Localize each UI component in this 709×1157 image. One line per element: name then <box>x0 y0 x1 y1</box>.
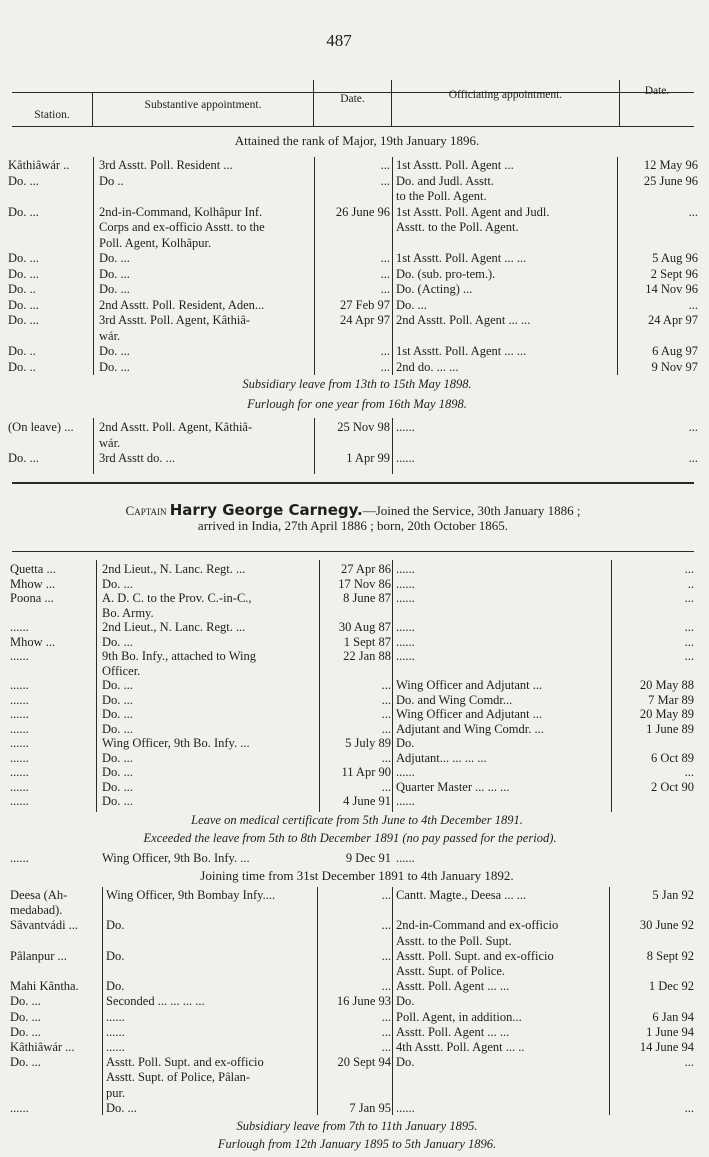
substantive-cell: 9th Bo. Infy., attached to Wing <box>102 649 256 663</box>
substantive-cell: Do .. <box>99 173 124 188</box>
section2-end-note-2: Furlough from 12th January 1895 to 5th January 1896. <box>217 1137 497 1151</box>
col-line-11 <box>611 560 612 812</box>
substantive-cell: Bo. Army. <box>102 605 154 620</box>
station-cell: Mahi Kântha. <box>10 979 79 994</box>
date-cell: ... <box>380 282 390 296</box>
date-cell: 26 June 96 <box>335 204 390 219</box>
substantive-cell: Wing Officer, 9th Bo. Infy. ... <box>102 736 250 750</box>
date-2-cell: ... <box>684 765 694 779</box>
station-cell: ...... <box>10 750 29 765</box>
station-cell: Deesa (Ah- <box>10 888 68 902</box>
officiating-cell: Do. <box>396 1055 415 1070</box>
date-cell: 22 Jan 88 <box>343 649 391 663</box>
officiating-cell: Asstt. Poll. Agent ... ... <box>396 1024 510 1039</box>
substantive-cell: ...... <box>106 1024 125 1039</box>
date-2-cell: ... <box>684 649 694 663</box>
officiating-cell: Do. ... <box>396 297 427 312</box>
date-2-cell: 2 Sept 96 <box>650 266 698 281</box>
station-cell: ...... <box>10 851 29 865</box>
date-2-cell: 2 Oct 90 <box>650 779 694 794</box>
date-cell: 27 Apr 86 <box>341 562 391 576</box>
date-2-cell: ... <box>684 620 694 634</box>
substantive-cell: Do. ... <box>102 678 133 692</box>
substantive-cell: Do. ... <box>102 765 133 779</box>
substantive-cell: Do. ... <box>99 251 130 265</box>
officiating-cell: 4th Asstt. Poll. Agent ... .. <box>396 1040 525 1054</box>
date-2-cell: ... <box>688 451 698 465</box>
station-cell: ...... <box>10 707 29 721</box>
date-2-cell: 9 Nov 97 <box>651 359 698 374</box>
substantive-cell: Do. <box>106 948 125 963</box>
station-cell: Do. ... <box>10 994 41 1009</box>
substantive-cell: 2nd-in-Command, Kolhâpur Inf. <box>99 204 263 219</box>
section2-note-1: Leave on medical certificate from 5th June to 4th December 1891. <box>191 813 523 827</box>
joining-note: Joining time from 31st December 1891 to 4th January 1892. <box>200 868 514 883</box>
date-cell: ... <box>381 692 391 707</box>
date-2-cell: 1 June 94 <box>646 1024 694 1039</box>
date-2-cell: 6 Oct 89 <box>650 750 694 765</box>
col-line-3 <box>392 157 393 375</box>
substantive-cell: A. D. C. to the Prov. C.-in-C., <box>102 591 252 605</box>
officiating-cell: 2nd Asstt. Poll. Agent ... ... <box>396 313 531 327</box>
station-cell: ...... <box>10 678 29 692</box>
col-line-9 <box>319 560 320 812</box>
date-2-cell: 1 Dec 92 <box>648 979 694 994</box>
station-cell: Do. ... <box>8 451 39 465</box>
station-cell: Sâvantvádi ... <box>10 918 79 933</box>
substantive-cell: Do. ... <box>102 692 133 707</box>
station-cell: Pâlanpur ... <box>10 948 67 963</box>
station-cell: Do. ... <box>8 313 39 327</box>
date-2-cell: ... <box>684 634 694 649</box>
officiating-cell: ...... <box>396 765 415 779</box>
officiating-cell: 2nd do. ... ... <box>396 359 459 374</box>
station-cell: Do. .. <box>8 344 36 358</box>
col-line-6 <box>314 418 315 474</box>
officiating-cell: Adjutant... ... ... ... <box>396 750 487 765</box>
station-cell: Do. ... <box>10 1024 41 1039</box>
date-cell: ... <box>381 1024 391 1039</box>
col-line-5 <box>93 418 94 474</box>
substantive-cell: wár. <box>99 435 121 450</box>
date-2-cell: 25 June 96 <box>643 173 698 188</box>
date-cell: ... <box>380 266 390 281</box>
date-cell: ... <box>381 888 391 902</box>
officer-line-2: arrived in India, 27th April 1886 ; born, 20th October 1865. <box>197 518 509 533</box>
substantive-cell: Do. ... <box>102 721 133 736</box>
officiating-cell: Asstt. Poll. Supt. and ex-officio <box>396 948 554 963</box>
substantive-cell: 3rd Asstt. Poll. Agent, Kâthiâ- <box>99 313 251 327</box>
substantive-cell: Corps and ex-officio Asstt. to the <box>99 220 265 234</box>
station-cell: Kâthiâwár .. <box>8 158 70 172</box>
substantive-cell: Do. ... <box>102 634 133 649</box>
date-cell: 25 Nov 98 <box>337 420 390 434</box>
station-cell: ...... <box>10 721 29 736</box>
col-line-1 <box>93 157 94 375</box>
date-cell: 7 Jan 95 <box>349 1100 391 1115</box>
date-2-cell: 14 Nov 96 <box>645 282 698 296</box>
substantive-cell: 2nd Lieut., N. Lanc. Regt. ... <box>102 562 246 576</box>
section1-note-2: Furlough for one year from 16th May 1898. <box>247 397 467 411</box>
col-line-8 <box>96 560 97 812</box>
date-cell: ... <box>380 344 390 358</box>
officiating-cell: Quarter Master ... ... ... <box>396 779 510 794</box>
date-2-cell: 6 Aug 97 <box>652 344 698 358</box>
date-cell: 1 Sept 87 <box>343 634 391 649</box>
date-cell: ... <box>380 359 390 374</box>
substantive-cell: Do. ... <box>102 750 133 765</box>
station-cell: Do. ... <box>10 1009 41 1024</box>
substantive-cell: 3rd Asstt do. ... <box>99 451 176 465</box>
date-cell: 30 Aug 87 <box>338 620 391 634</box>
date-2-cell: 14 June 94 <box>639 1040 694 1054</box>
officiating-cell: ...... <box>396 634 415 649</box>
section2-note-2: Exceeded the leave from 5th to 8th December 1891 (no pay passed for the period). <box>143 831 557 845</box>
substantive-cell: ...... <box>106 1040 125 1054</box>
date-cell: 16 June 93 <box>336 994 391 1009</box>
station-cell: ...... <box>10 649 29 663</box>
page-number: 487 <box>326 31 352 50</box>
header-bottom-rule <box>12 126 694 127</box>
date-2-cell: 1 June 89 <box>646 721 694 736</box>
date-2-cell: 7 Mar 89 <box>648 692 694 707</box>
substantive-cell: Do. ... <box>102 779 133 794</box>
officiating-cell: to the Poll. Agent. <box>396 189 487 203</box>
section-heading: Attained the rank of Major, 19th January 1896. <box>234 133 480 148</box>
col-line-10 <box>392 560 393 812</box>
officiating-cell: 1st Asstt. Poll. Agent ... <box>396 158 514 172</box>
date-cell: ... <box>381 750 391 765</box>
station-cell: ...... <box>10 620 29 634</box>
officiating-cell: Do. <box>396 736 415 750</box>
station-cell: ...... <box>10 736 29 750</box>
column-header-date-2: Date. <box>644 85 670 97</box>
date-cell: ... <box>381 1040 391 1054</box>
substantive-cell: pur. <box>106 1085 126 1100</box>
station-cell: ...... <box>10 1100 29 1115</box>
date-2-cell: 20 May 88 <box>639 678 694 692</box>
station-cell: Kâthiâwár ... <box>10 1040 75 1054</box>
col-line-7 <box>392 418 393 474</box>
officiating-cell: ...... <box>396 576 415 591</box>
substantive-cell: Do. ... <box>99 266 130 281</box>
date-2-cell: 12 May 96 <box>643 158 698 172</box>
date-cell: ... <box>381 721 391 736</box>
officiating-cell: 1st Asstt. Poll. Agent ... ... <box>396 344 527 358</box>
officiating-cell: ...... <box>396 420 415 434</box>
substantive-cell: Do. ... <box>99 344 130 358</box>
date-cell: 1 Apr 99 <box>346 451 390 465</box>
date-cell: ... <box>381 979 391 994</box>
substantive-cell: wár. <box>99 328 121 343</box>
officer-name: Harry George Carnegy. <box>169 501 363 519</box>
officiating-cell: ...... <box>396 562 415 576</box>
date-cell: ... <box>381 779 391 794</box>
substantive-cell: Poll. Agent, Kolhâpur. <box>99 235 212 250</box>
officiating-cell: Do. and Wing Comdr... <box>396 692 513 707</box>
section2-top-rule <box>12 551 694 552</box>
officiating-cell: Do. and Judl. Asstt. <box>396 173 494 188</box>
date-2-cell: ... <box>688 420 698 434</box>
substantive-cell: 2nd Asstt. Poll. Agent, Kâthiâ- <box>99 420 253 434</box>
date-2-cell: ... <box>688 297 698 312</box>
date-cell: ... <box>381 918 391 933</box>
officiating-cell: 2nd-in-Command and ex-officio <box>396 918 559 933</box>
date-2-cell: 5 Jan 92 <box>652 888 694 902</box>
station-cell: ...... <box>10 765 29 779</box>
officiating-cell: Wing Officer and Adjutant ... <box>396 707 543 721</box>
officiating-cell: ...... <box>396 851 415 865</box>
date-2-cell: ... <box>684 1100 694 1115</box>
date-cell: 20 Sept 94 <box>337 1055 391 1070</box>
date-2-cell: ... <box>684 562 694 576</box>
col-line-2 <box>314 157 315 375</box>
date-cell: 24 Apr 97 <box>340 313 390 327</box>
date-2-cell: 30 June 92 <box>639 918 694 933</box>
substantive-cell: Officer. <box>102 663 141 678</box>
col-line-4 <box>617 157 618 375</box>
date-2-cell: 20 May 89 <box>639 707 694 721</box>
substantive-cell: Do. <box>106 918 125 933</box>
col-line-12 <box>102 887 103 1115</box>
station-cell: Do. ... <box>8 251 39 265</box>
station-cell: Do. ... <box>8 173 39 188</box>
date-2-cell: ... <box>688 204 698 219</box>
officiating-cell: Do. (sub. pro-tem.). <box>396 266 496 281</box>
substantive-cell: Do. <box>106 979 125 994</box>
officiating-cell: Poll. Agent, in addition... <box>396 1009 522 1024</box>
station-cell: Do. ... <box>8 204 39 219</box>
substantive-cell: 3rd Asstt. Poll. Resident ... <box>99 158 233 172</box>
date-cell: ... <box>381 678 391 692</box>
officiating-cell: ...... <box>396 591 415 605</box>
station-cell: Do. .. <box>8 359 36 374</box>
substantive-cell: 2nd Lieut., N. Lanc. Regt. ... <box>102 620 246 634</box>
date-cell: 5 July 89 <box>345 736 391 750</box>
column-header-date: Date. <box>340 93 365 105</box>
officiating-cell: ...... <box>396 794 415 808</box>
section-rule <box>12 482 694 484</box>
substantive-cell: Do. ... <box>99 359 130 374</box>
station-cell: Do. .. <box>8 282 36 296</box>
date-2-cell: 5 Aug 96 <box>652 251 698 265</box>
officer-rank: Captain <box>125 503 167 518</box>
station-cell: Do. ... <box>8 297 39 312</box>
date-cell: 17 Nov 86 <box>338 576 391 591</box>
date-cell: ... <box>381 948 391 963</box>
officiating-cell: ...... <box>396 451 415 465</box>
station-cell: Quetta ... <box>10 562 56 576</box>
column-header-officiating: Officiating appointment. <box>448 89 563 101</box>
substantive-cell: Do. ... <box>102 576 133 591</box>
col-line-13 <box>317 887 318 1115</box>
officiating-cell: Asstt. Supt. of Police. <box>396 964 506 978</box>
station-cell: medabad). <box>10 903 63 918</box>
substantive-cell: Wing Officer, 9th Bo. Infy. ... <box>102 851 250 865</box>
substantive-cell: Asstt. Supt. of Police, Pâlan- <box>106 1070 251 1085</box>
substantive-cell: Asstt. Poll. Supt. and ex-officio <box>106 1055 264 1070</box>
col-line-15 <box>609 887 610 1115</box>
substantive-cell: Do. ... <box>99 282 130 296</box>
substantive-cell: Do. ... <box>102 707 133 721</box>
officiating-cell: Asstt. to the Poll. Agent. <box>396 220 519 234</box>
officiating-cell: ...... <box>396 1100 415 1115</box>
date-cell: 9 Dec 91 <box>345 851 391 865</box>
officiating-cell: Do. <box>396 994 415 1009</box>
date-cell: 27 Feb 97 <box>340 297 390 312</box>
officiating-cell: Adjutant and Wing Comdr. ... <box>396 721 544 736</box>
date-2-cell: 8 Sept 92 <box>646 948 694 963</box>
date-2-cell: 6 Jan 94 <box>652 1009 694 1024</box>
station-cell: Do. ... <box>8 266 39 281</box>
date-cell: ... <box>380 158 390 172</box>
date-cell: ... <box>381 707 391 721</box>
substantive-cell: 2nd Asstt. Poll. Resident, Aden... <box>99 297 265 312</box>
station-cell: Mhow ... <box>10 634 56 649</box>
col-line-14 <box>392 887 393 1115</box>
date-cell: ... <box>380 173 390 188</box>
date-cell: 11 Apr 90 <box>341 765 391 779</box>
substantive-cell: Seconded ... ... ... ... <box>106 994 205 1009</box>
substantive-cell: ...... <box>106 1009 125 1024</box>
station-cell: Do. ... <box>10 1055 41 1070</box>
date-cell: ... <box>380 251 390 265</box>
officiating-cell: Cantt. Magte., Deesa ... ... <box>396 888 527 902</box>
officiating-cell: Asstt. to the Poll. Supt. <box>396 933 512 948</box>
date-cell: 4 June 91 <box>343 794 391 808</box>
substantive-cell: Do. ... <box>106 1100 137 1115</box>
officiating-cell: ...... <box>396 620 415 634</box>
section2-end-note-1: Subsidiary leave from 7th to 11th January 1895. <box>236 1119 478 1133</box>
column-header-substantive: Substantive appointment. <box>144 99 262 111</box>
officiating-cell: 1st Asstt. Poll. Agent ... ... <box>396 251 527 265</box>
date-2-cell: .. <box>687 576 694 591</box>
date-2-cell: ... <box>684 1055 694 1070</box>
substantive-cell: Wing Officer, 9th Bombay Infy.... <box>106 888 276 902</box>
date-cell: ... <box>381 1009 391 1024</box>
substantive-cell: Do. ... <box>102 794 133 808</box>
section1-note-1: Subsidiary leave from 13th to 15th May 1898. <box>242 377 472 391</box>
officiating-cell: Wing Officer and Adjutant ... <box>396 678 543 692</box>
header-divider-3 <box>391 80 392 126</box>
column-header-station: Station. <box>34 109 70 121</box>
station-cell: Mhow ... <box>10 576 56 591</box>
officer-line-1: —Joined the Service, 30th January 1886 ; <box>362 503 581 518</box>
station-cell: Poona ... <box>10 591 54 605</box>
station-cell: ...... <box>10 779 29 794</box>
date-2-cell: 24 Apr 97 <box>648 313 698 327</box>
station-cell: (On leave) ... <box>8 420 74 434</box>
officiating-cell: Asstt. Poll. Agent ... ... <box>396 979 510 994</box>
date-cell: 8 June 87 <box>343 591 391 605</box>
station-cell: ...... <box>10 692 29 707</box>
officiating-cell: ...... <box>396 649 415 663</box>
officiating-cell: 1st Asstt. Poll. Agent and Judl. <box>396 204 550 219</box>
date-2-cell: ... <box>684 591 694 605</box>
officiating-cell: Do. (Acting) ... <box>396 282 473 296</box>
station-cell: ...... <box>10 794 29 808</box>
